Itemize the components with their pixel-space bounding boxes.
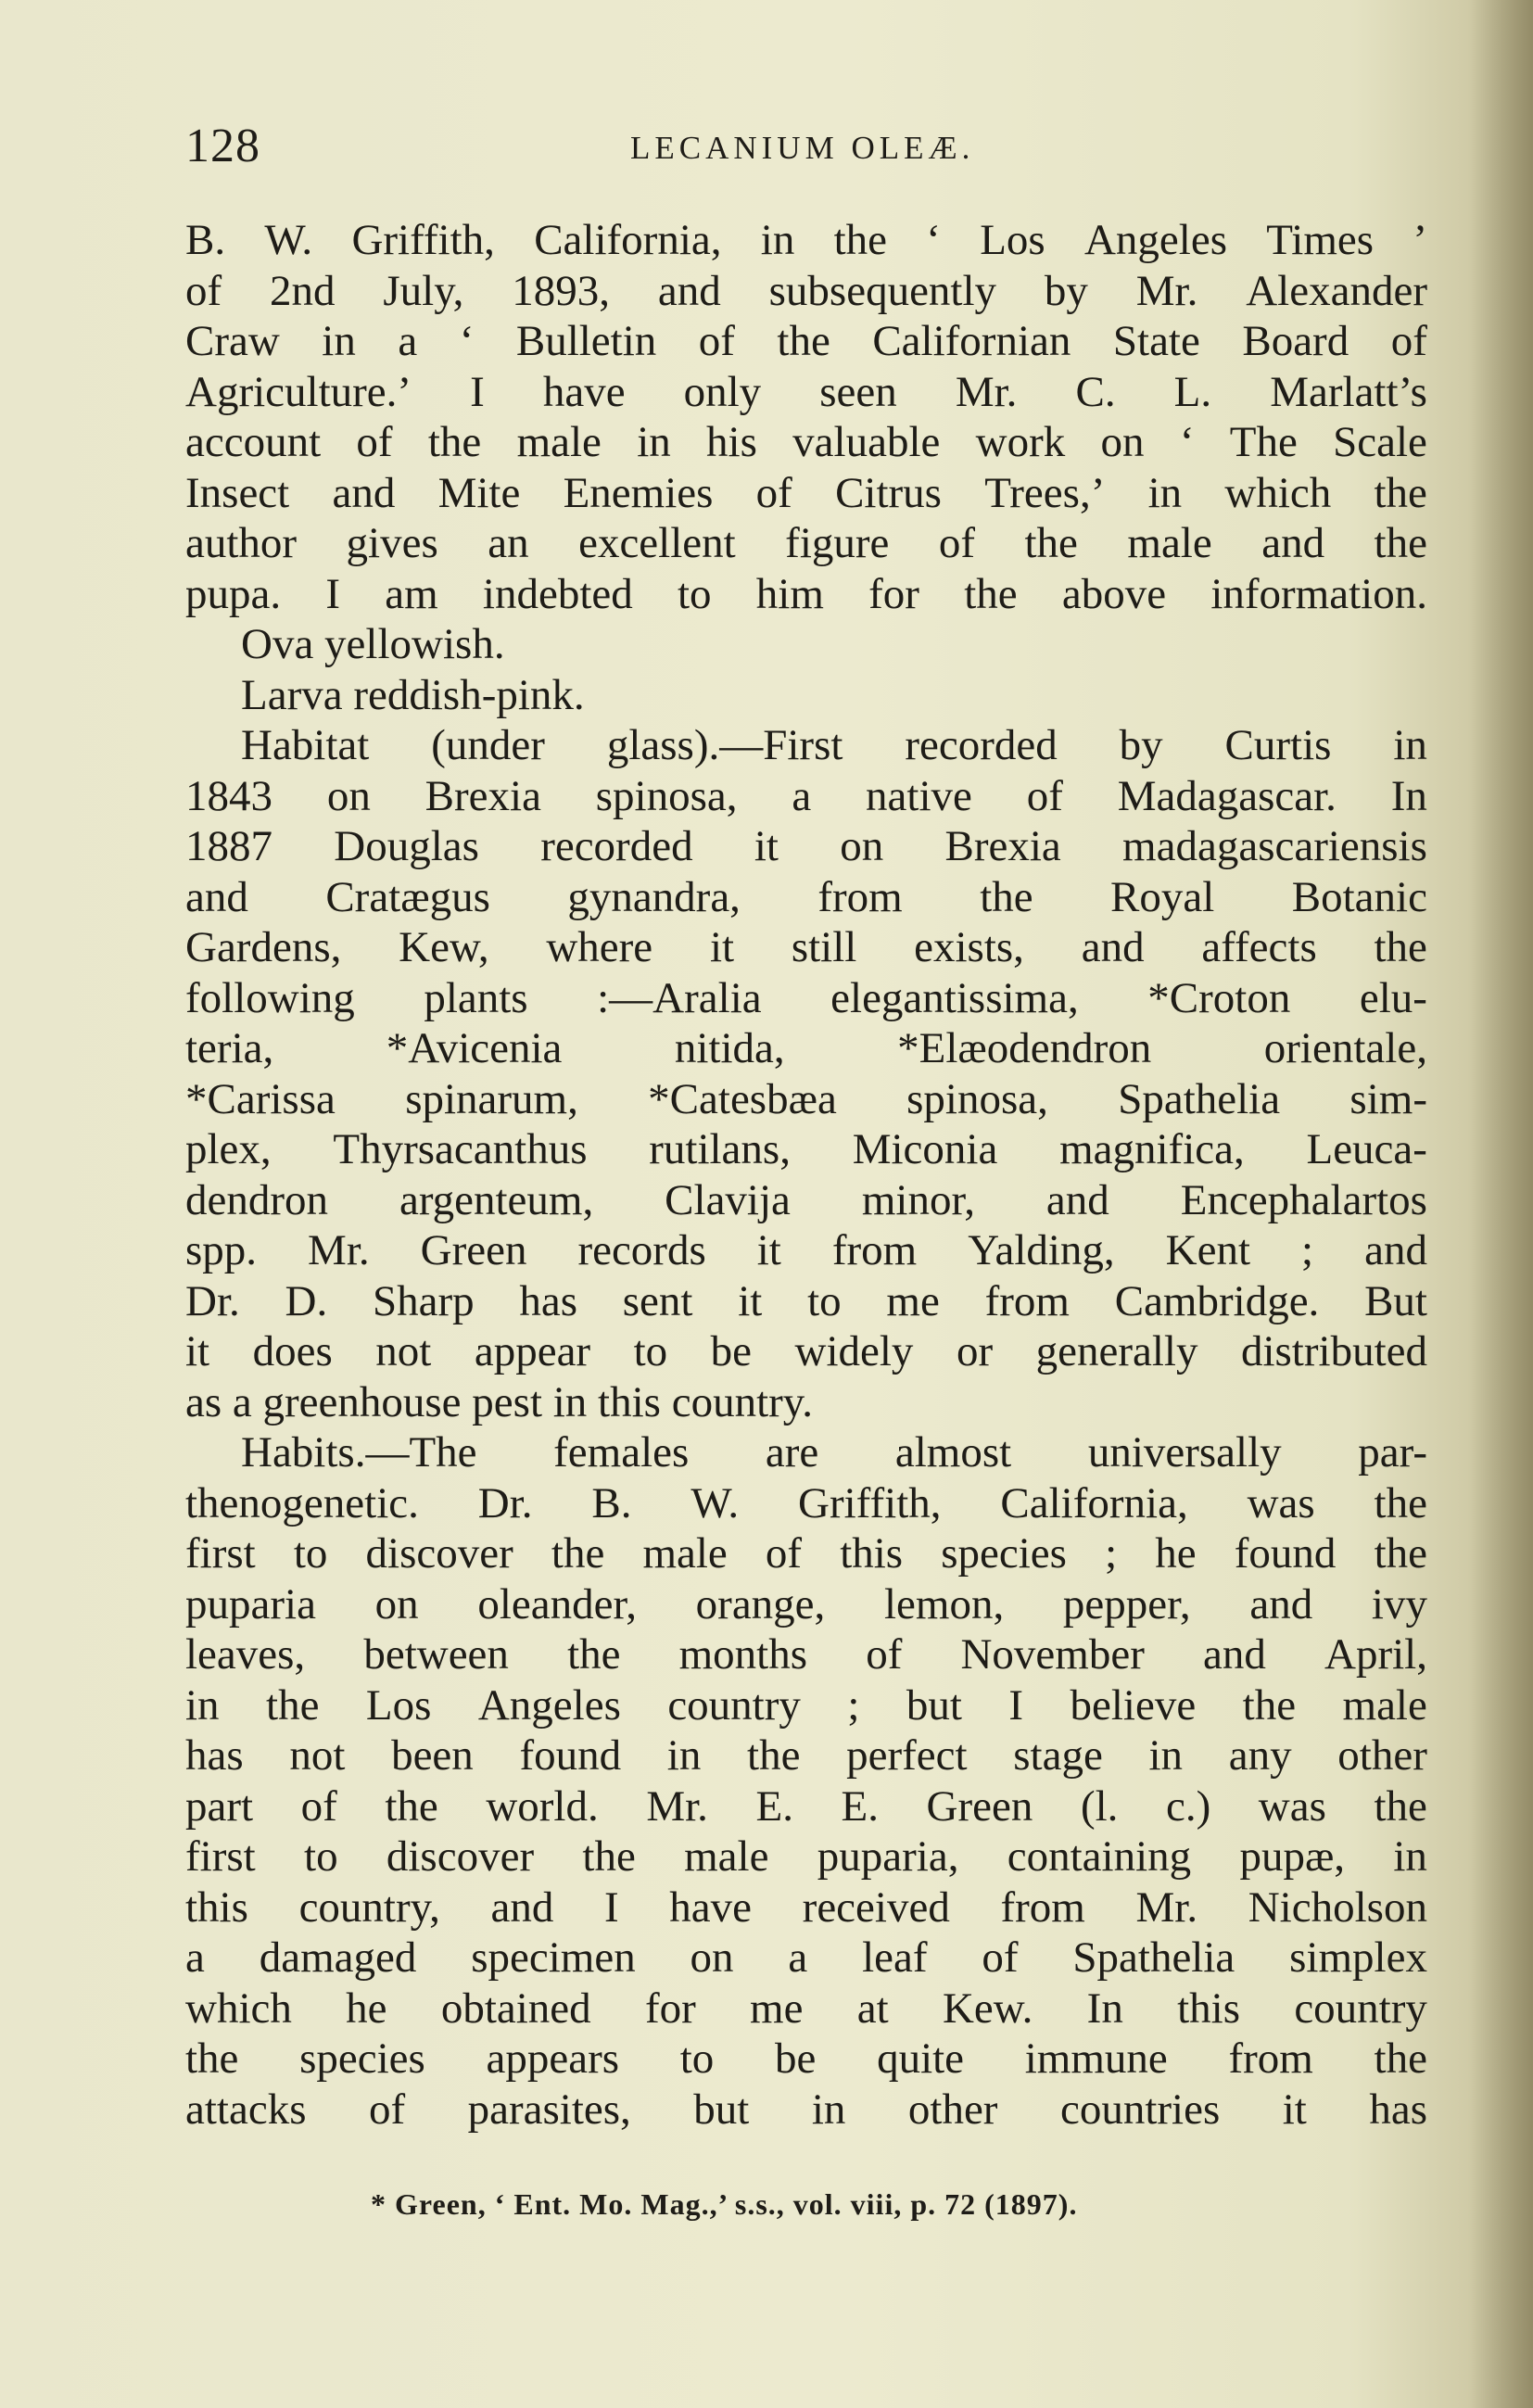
text-line: first to discover the male puparia, containing pupæ, in — [185, 1832, 1427, 1881]
body-text — [185, 215, 1427, 2135]
text-line: Gardens, Kew, where it still exists, and affects the — [185, 923, 1427, 971]
text-line: part of the world. Mr. E. E. Green (l. c.) was the — [185, 1781, 1427, 1831]
text-line: it does not appear to be widely or generally distributed — [185, 1327, 1427, 1375]
text-line: Agriculture.’ I have only seen Mr. C. L. Marlatt’s — [185, 367, 1427, 416]
running-title: LECANIUM OLEÆ. — [630, 130, 975, 166]
text-line: the species appears to be quite immune from the — [185, 2034, 1427, 2083]
page-number: 128 — [185, 120, 260, 172]
text-line: Larva reddish-pink. — [241, 670, 585, 719]
text-line: Craw in a ‘ Bulletin of the Californian State Board of — [185, 317, 1427, 365]
text-line: teria, *Avicenia nitida, *Elæodendron orientale, — [185, 1024, 1427, 1072]
text-line: thenogenetic. Dr. B. W. Griffith, California, was the — [185, 1478, 1427, 1527]
text-line: this country, and I have received from Mr. Nicholson — [185, 1882, 1427, 1932]
text-line: pupa. I am indebted to him for the above information. — [185, 569, 1427, 618]
text-line: Habitat (under glass).—First recorded by Curtis in — [241, 721, 1427, 769]
text-line: puparia on oleander, orange, lemon, pepper, and ivy — [185, 1579, 1427, 1629]
text-line: Habits.—The females are almost universally par- — [241, 1428, 1427, 1476]
text-line: following plants :—Aralia elegantissima, *Croton elu- — [185, 973, 1427, 1022]
text-line: *Carissa spinarum, *Catesbæa spinosa, Spathelia sim- — [185, 1074, 1427, 1123]
text-line: plex, Thyrsacanthus rutilans, Miconia magnifica, Leuca- — [185, 1125, 1427, 1173]
text-line: Dr. D. Sharp has sent it to me from Cambridge. But — [185, 1276, 1427, 1325]
text-line: author gives an excellent figure of the male and the — [185, 519, 1427, 567]
text-line: has not been found in the perfect stage in any other — [185, 1731, 1427, 1780]
text-line: Insect and Mite Enemies of Citrus Trees,’ in which the — [185, 468, 1427, 517]
text-line: spp. Mr. Green records it from Yalding, Kent ; and — [185, 1226, 1427, 1274]
text-line: Ova yellowish. — [241, 620, 505, 668]
text-line: 1843 on Brexia spinosa, a native of Madagascar. In — [185, 771, 1427, 820]
text-line: dendron argenteum, Clavija minor, and Encephalartos — [185, 1175, 1427, 1224]
text-line: B. W. Griffith, California, in the ‘ Los Angeles Times ’ — [185, 216, 1427, 264]
text-line: and Cratægus gynandra, from the Royal Botanic — [185, 872, 1427, 921]
text-line: in the Los Angeles country ; but I believe the male — [185, 1680, 1427, 1730]
text-line: account of the male in his valuable work on ‘ The Scale — [185, 418, 1427, 466]
page-gutter-shadow — [1468, 0, 1533, 2408]
text-line: of 2nd July, 1893, and subsequently by Mr. Alexander — [185, 266, 1427, 315]
page-header — [185, 104, 1427, 187]
text-line: leaves, between the months of November and April, — [185, 1630, 1427, 1679]
text-line: as a greenhouse pest in this country. — [185, 1377, 813, 1426]
text-line: which he obtained for me at Kew. In this country — [185, 1983, 1427, 2033]
text-line: 1887 Douglas recorded it on Brexia madagascariensis — [185, 822, 1427, 870]
footnote: * Green, ‘ Ent. Mo. Mag.,’ s.s., vol. viii, p. 72 (1897). — [371, 2187, 1078, 2221]
text-line: first to discover the male of this species ; he found the — [185, 1529, 1427, 1578]
text-line: attacks of parasites, but in other countries it has — [185, 2085, 1427, 2134]
text-line: a damaged specimen on a leaf of Spathelia simplex — [185, 1933, 1427, 1982]
